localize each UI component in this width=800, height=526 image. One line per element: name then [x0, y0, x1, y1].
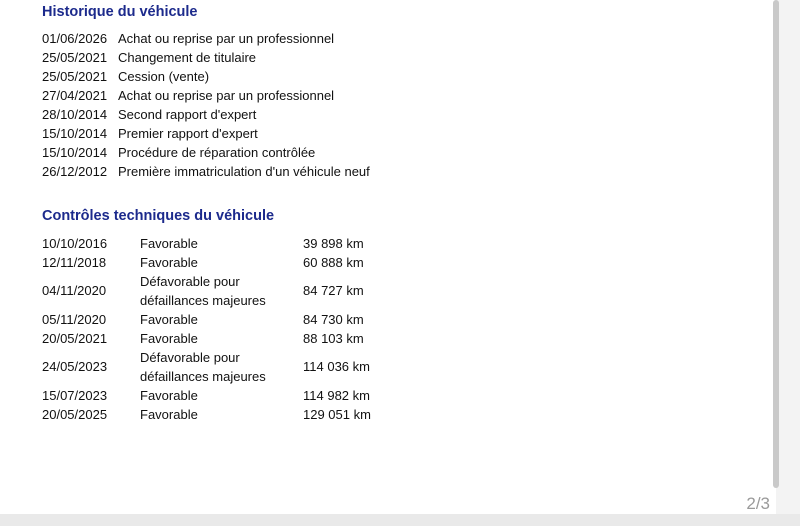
- scrollbar-thumb[interactable]: [773, 0, 779, 488]
- history-entry: [42, 29, 334, 48]
- history-date: 15/10/2014: [42, 145, 108, 160]
- inspection-date: 05/11/2020: [42, 312, 107, 327]
- inspection-result: Favorable: [140, 236, 198, 251]
- history-entry: [42, 124, 258, 143]
- inspection-mileage: 84 727 km: [303, 283, 364, 298]
- history-date: 26/12/2012: [42, 164, 108, 179]
- inspection-result: Favorable: [140, 388, 198, 403]
- history-entry: [42, 48, 256, 67]
- inspection-result: Favorable: [140, 331, 198, 346]
- history-entry: [42, 143, 315, 162]
- inspection-mileage: 84 730 km: [303, 312, 364, 327]
- table-row: [42, 405, 402, 424]
- inspections-table: [42, 234, 402, 424]
- history-event: Première immatriculation d'un véhicule neuf: [118, 164, 370, 179]
- table-row: [42, 272, 402, 310]
- history-event: Second rapport d'expert: [118, 107, 257, 122]
- history-date: 25/05/2021: [42, 69, 108, 84]
- inspection-date: 10/10/2016: [42, 236, 108, 251]
- viewer-bottom-bar: [0, 514, 800, 526]
- inspection-mileage: 60 888 km: [303, 255, 364, 270]
- inspection-result: Défavorable pour défaillances majeures: [140, 350, 266, 384]
- inspection-mileage: 114 982 km: [303, 388, 370, 403]
- history-date: 15/10/2014: [42, 126, 108, 141]
- history-event: Achat ou reprise par un professionnel: [118, 88, 335, 103]
- history-date: 01/06/2026: [42, 31, 108, 46]
- history-date: 25/05/2021: [42, 50, 108, 65]
- history-title: Historique du véhicule: [42, 4, 198, 20]
- inspection-result: Favorable: [140, 407, 198, 422]
- history-entry: [42, 67, 209, 86]
- inspection-mileage: 114 036 km: [303, 359, 370, 374]
- history-date: 28/10/2014: [42, 107, 108, 122]
- table-row: [42, 386, 402, 405]
- table-row: [42, 234, 402, 253]
- inspection-mileage: 88 103 km: [303, 331, 364, 346]
- history-entry: [42, 162, 370, 181]
- history-event: Changement de titulaire: [118, 50, 257, 65]
- inspection-result: Favorable: [140, 312, 198, 327]
- table-row: [42, 348, 402, 386]
- vertical-scrollbar[interactable]: [776, 0, 800, 514]
- inspection-date: 12/11/2018: [42, 255, 107, 270]
- inspection-date: 20/05/2021: [42, 331, 108, 346]
- inspection-result: Défavorable pour défaillances majeures: [140, 274, 266, 308]
- history-event: Procédure de réparation contrôlée: [118, 145, 316, 160]
- inspection-result: Favorable: [140, 255, 198, 270]
- history-date: 27/04/2021: [42, 88, 108, 103]
- inspection-mileage: 129 051 km: [303, 407, 371, 422]
- inspection-date: 04/11/2020: [42, 283, 107, 298]
- history-event: Premier rapport d'expert: [118, 126, 258, 141]
- history-event: Cession (vente): [118, 69, 210, 84]
- page-indicator: 2/3: [746, 494, 770, 513]
- history-event: Achat ou reprise par un professionnel: [118, 31, 335, 46]
- inspection-date: 20/05/2025: [42, 407, 108, 422]
- inspection-mileage: 39 898 km: [303, 236, 364, 251]
- history-entry: [42, 86, 334, 105]
- table-row: [42, 310, 402, 329]
- inspections-title: Contrôles techniques du véhicule: [42, 208, 275, 224]
- inspection-date: 24/05/2023: [42, 359, 108, 374]
- table-row: [42, 253, 402, 272]
- inspection-date: 15/07/2023: [42, 388, 108, 403]
- history-entry: [42, 105, 256, 124]
- table-row: [42, 329, 402, 348]
